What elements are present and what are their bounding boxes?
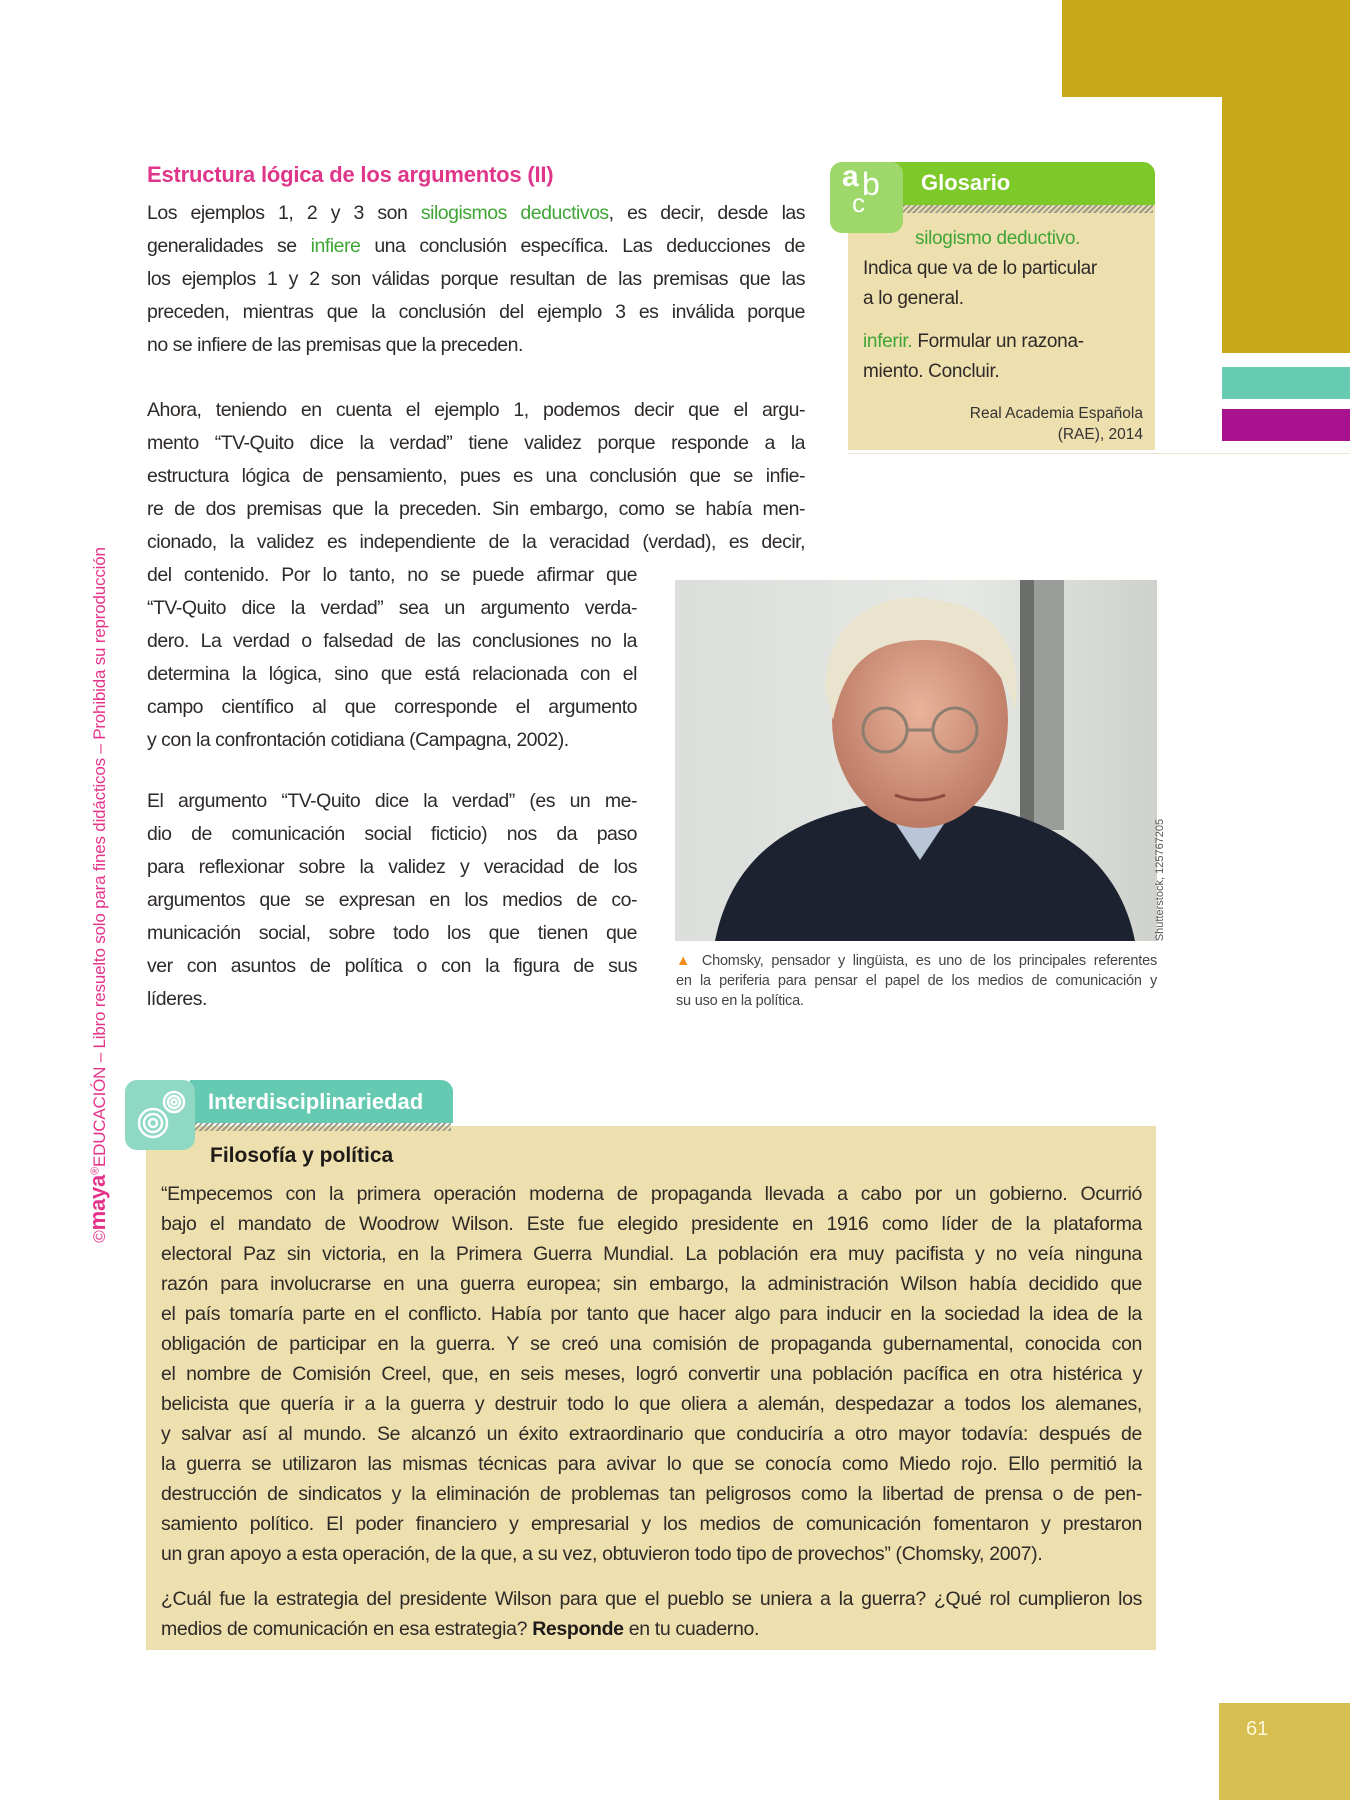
glossary-term-silogismo: silogismo deductivo. bbox=[915, 228, 1081, 249]
text-line bbox=[147, 230, 805, 263]
text-line bbox=[147, 427, 805, 460]
text-segment: determina la lógica, sino que está relacionada con el bbox=[147, 663, 637, 685]
text-line bbox=[147, 493, 805, 526]
text-line bbox=[147, 884, 637, 917]
text-segment: medios de comunicación en esa estrategia? bbox=[161, 1618, 533, 1640]
text-line bbox=[147, 724, 637, 757]
chomsky-quote bbox=[161, 1179, 1142, 1569]
text-segment: re de dos premisas que la preceden. Sin embargo, como se había men- bbox=[147, 498, 805, 520]
copyright-symbol: © bbox=[90, 1230, 109, 1243]
caption-line: su uso en la política. bbox=[676, 993, 804, 1009]
page-number: 61 bbox=[1246, 1718, 1269, 1740]
highlighted-term: infiere bbox=[310, 235, 361, 257]
magenta-side-bar bbox=[1222, 409, 1350, 441]
side-copyright-note bbox=[85, 547, 111, 1242]
portrait-image bbox=[675, 580, 1157, 941]
text-segment: ¿Cuál fue la estrategia del presidente Wilson para que el pueblo se uniera a la guerra? ¿Qué rol cumplieron los bbox=[161, 1588, 1142, 1610]
photo-caption bbox=[676, 951, 1157, 1011]
glossary-term-inferir: inferir. bbox=[863, 331, 913, 352]
definition-text: miento. Concluir. bbox=[863, 361, 1000, 382]
text-segment: Ahora, teniendo en cuenta el ejemplo 1, podemos decir que el argu- bbox=[147, 399, 805, 421]
glossary-hatch-divider bbox=[903, 205, 1153, 213]
text-line bbox=[147, 592, 637, 625]
text-line bbox=[161, 1329, 1142, 1359]
definition-line: Indica que va de lo particular bbox=[863, 258, 1097, 279]
text-line bbox=[147, 917, 637, 950]
definition-text: Formular un razona- bbox=[912, 331, 1084, 352]
text-segment: , es decir, desde las bbox=[608, 202, 805, 224]
text-segment: y con la confrontación cotidiana (Campagna, 2002). bbox=[147, 729, 569, 751]
text-line bbox=[147, 983, 637, 1016]
text-line bbox=[161, 1179, 1142, 1209]
interdisciplinary-subtitle: Filosofía y política bbox=[210, 1144, 394, 1167]
text-segment: dero. La verdad o falsedad de las conclusiones no la bbox=[147, 630, 637, 652]
glossary-entry-inferir bbox=[863, 327, 1084, 387]
text-segment: el país tomaría parte en el conflicto. Había por tanto que hacer algo para inducir en la sociedad la idea de la bbox=[161, 1303, 1142, 1325]
text-line bbox=[147, 851, 637, 884]
text-segment: líderes. bbox=[147, 988, 207, 1010]
text-segment: ver con asuntos de política o con la figura de sus bbox=[147, 955, 637, 977]
text-segment: dio de comunicación social ficticio) nos da paso bbox=[147, 823, 637, 845]
text-segment: cionado, la validez es independiente de la veracidad (verdad), es decir, bbox=[147, 531, 805, 553]
text-segment: un gran apoyo a esta operación, de la que, a su vez, obtuvieron todo tipo de provechos” (Chomsky, 2007). bbox=[161, 1543, 1043, 1565]
brand-logo: maya bbox=[85, 1174, 110, 1231]
icon-letter-b: b bbox=[862, 166, 880, 202]
text-segment: el nombre de Comisión Creel, que, en seis meses, logró convertir una población pacífica en otra histérica y bbox=[161, 1363, 1142, 1385]
gold-corner-bar-top bbox=[1062, 0, 1350, 97]
glossary-divider bbox=[848, 453, 1350, 454]
text-line bbox=[161, 1359, 1142, 1389]
gold-side-bar bbox=[1222, 97, 1350, 353]
text-segment: preceden, mientras que la conclusión del ejemplo 3 es inválida porque bbox=[147, 301, 805, 323]
text-line bbox=[161, 1539, 1142, 1569]
text-segment: en tu cuaderno. bbox=[623, 1618, 760, 1640]
text-line bbox=[161, 1299, 1142, 1329]
text-segment: y salvar así al mundo. Se alcanzó un éxito extraordinario que conduciría a otro mayor todavía: después de bbox=[161, 1423, 1142, 1445]
registered-symbol: ® bbox=[89, 1167, 102, 1175]
text-line bbox=[147, 785, 637, 818]
text-line bbox=[147, 950, 637, 983]
text-line bbox=[161, 1389, 1142, 1419]
text-segment: los ejemplos 1 y 2 son válidas porque resultan de las premisas que las bbox=[147, 268, 805, 290]
side-note-text: EDUCACIÓN – Libro resuelto solo para fines didácticos – Prohibida su reproducción bbox=[90, 547, 109, 1168]
text-segment: campo científico al que corresponde el argumento bbox=[147, 696, 637, 718]
glossary-definition-silogismo bbox=[863, 254, 1097, 314]
text-line bbox=[161, 1239, 1142, 1269]
concentric-circles-icon bbox=[125, 1080, 195, 1150]
text-line bbox=[147, 296, 805, 329]
text-segment: la guerra se utilizaron las mismas técnicas para avivar lo que se conocía como Miedo rojo. Ello permitió la bbox=[161, 1453, 1142, 1475]
interdisciplinary-title: Interdisciplinariedad bbox=[208, 1089, 424, 1114]
text-segment: Los ejemplos 1, 2 y 3 son bbox=[147, 202, 421, 224]
chomsky-photo bbox=[675, 580, 1157, 941]
text-segment: “Empecemos con la primera operación moderna de propaganda llevada a cabo por un gobierno. Ocurrió bbox=[161, 1183, 1142, 1205]
text-line bbox=[147, 625, 637, 658]
text-segment: belicista que quería ir a la guerra y destruir todo lo que oliera a alemán, despedazar a todos los alemanes, bbox=[161, 1393, 1142, 1415]
icon-letter-a: a bbox=[842, 160, 859, 193]
text-segment: El argumento “TV-Quito dice la verdad” (es un me- bbox=[147, 790, 637, 812]
text-line bbox=[161, 1209, 1142, 1239]
text-line bbox=[161, 1479, 1142, 1509]
interdisciplinary-hatch-divider bbox=[195, 1123, 451, 1131]
glossary-abc-icon bbox=[830, 162, 903, 233]
text-segment: del contenido. Por lo tanto, no se puede afirmar que bbox=[147, 564, 637, 586]
text-segment: razón para involucrarse en una guerra europea; sin embargo, la administración Wilson había decidido que bbox=[161, 1273, 1142, 1295]
highlighted-term: silogismos deductivos bbox=[420, 202, 609, 224]
text-segment: electoral Paz sin victoria, en la Primera Guerra Mundial. La población era muy pacifista y no veía ninguna bbox=[161, 1243, 1142, 1265]
glossary-source bbox=[900, 403, 1143, 445]
glossary-title: Glosario bbox=[921, 170, 1011, 195]
caption-line: Chomsky, pensador y lingüista, es uno de los principales referentes bbox=[701, 953, 1157, 969]
text-line bbox=[161, 1269, 1142, 1299]
text-line bbox=[147, 691, 637, 724]
text-line bbox=[147, 460, 805, 493]
text-line bbox=[147, 818, 637, 851]
text-line bbox=[147, 329, 805, 362]
source-line: Real Academia Española bbox=[969, 405, 1143, 422]
text-line bbox=[161, 1449, 1142, 1479]
text-line bbox=[147, 197, 805, 230]
text-line bbox=[161, 1614, 1142, 1644]
text-segment: samiento político. El poder financiero y empresarial y los medios de comunicación fomentaron y prestaron bbox=[161, 1513, 1142, 1535]
caption-line: en la periferia para pensar el papel de los medios de comunicación y bbox=[676, 973, 1157, 989]
bold-keyword: Responde bbox=[532, 1618, 624, 1640]
text-segment: destrucción de sindicatos y la eliminación de problemas tan peligrosos como la libertad de prensa o de pen- bbox=[161, 1483, 1142, 1505]
teal-side-bar bbox=[1222, 367, 1350, 399]
text-segment: municación social, sobre todo los que tienen que bbox=[147, 922, 637, 944]
text-segment: para reflexionar sobre la validez y veracidad de los bbox=[147, 856, 637, 878]
text-line bbox=[147, 263, 805, 296]
text-segment: no se infiere de las premisas que la preceden. bbox=[147, 334, 523, 356]
text-segment: mento “TV-Quito dice la verdad” tiene validez porque responde a la bbox=[147, 432, 805, 454]
text-segment: obligación de participar en la guerra. Y se creó una comisión de propaganda gubernamental, conocida con bbox=[161, 1333, 1142, 1355]
photo-credit: Shutterstock, 125767205 bbox=[1154, 818, 1166, 942]
text-line bbox=[147, 658, 637, 691]
text-line bbox=[161, 1419, 1142, 1449]
text-line bbox=[147, 394, 805, 427]
text-line bbox=[147, 526, 805, 559]
icon-letter-c: c bbox=[852, 188, 865, 218]
definition-line: a lo general. bbox=[863, 288, 964, 309]
text-segment: “TV-Quito dice la verdad” sea un argumento verda- bbox=[147, 597, 637, 619]
activity-question bbox=[161, 1584, 1142, 1644]
source-line: (RAE), 2014 bbox=[1057, 426, 1143, 443]
paragraph-3 bbox=[147, 785, 637, 1016]
text-line bbox=[161, 1584, 1142, 1614]
text-line bbox=[161, 1509, 1142, 1539]
text-segment: estructura lógica de pensamiento, pues es una conclusión que se infie- bbox=[147, 465, 805, 487]
text-segment: argumentos que se expresan en los medios de co- bbox=[147, 889, 637, 911]
paragraph-1 bbox=[147, 197, 805, 362]
text-segment: bajo el mandato de Woodrow Wilson. Este fue elegido presidente en 1916 como líder de la plataforma bbox=[161, 1213, 1142, 1235]
page-number-tab bbox=[1219, 1703, 1350, 1800]
text-segment: una conclusión específica. Las deducciones de bbox=[360, 235, 805, 257]
text-segment: generalidades se bbox=[147, 235, 311, 257]
section-title: Estructura lógica de los argumentos (II) bbox=[147, 162, 554, 187]
triangle-bullet-icon: ▲ bbox=[676, 953, 702, 969]
text-line bbox=[147, 559, 637, 592]
